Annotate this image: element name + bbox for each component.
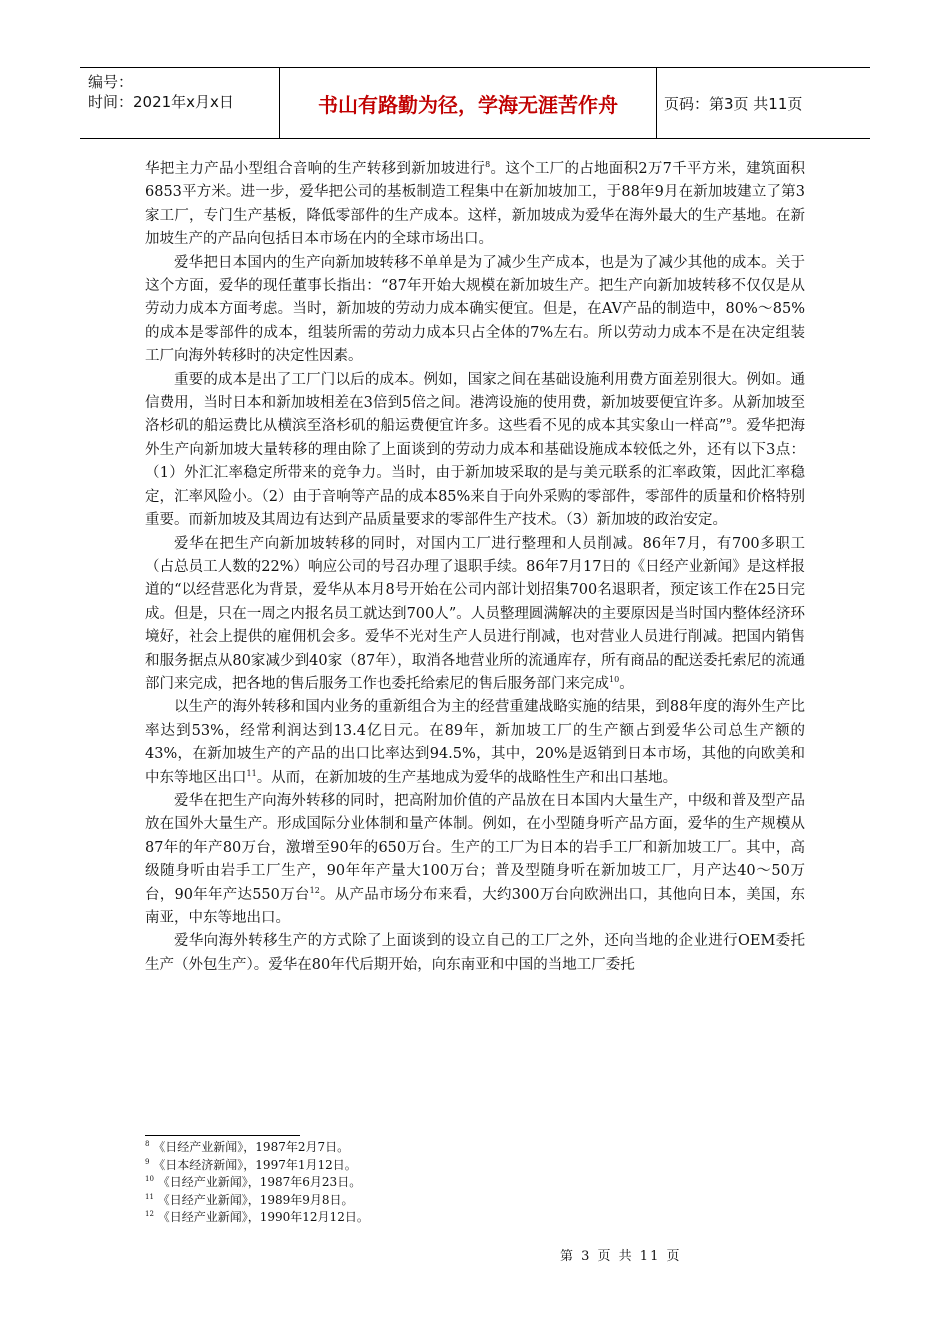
footnote-ref: 11 (246, 768, 257, 778)
header-page-info: 页码：第3页 共11页 (664, 94, 803, 113)
footnote-ref: 10 (609, 675, 620, 685)
footnote-separator (145, 1135, 300, 1136)
paragraph: 爱华把日本国内的生产向新加坡转移不单单是为了减少生产成本，也是为了减少其他的成本。关于这个方面，爱华的现任董事长指出：“87年开始大规模在新加坡生产。把生产向新加坡转移不仅仅是从劳动力成本方面考虑。当时，新加坡的劳动力成本确实便宜。但是，在AV产品的制造中，80%～85%的成本是零部件的成本，组装所需的劳动力成本只占全体的7%左右。所以劳动力成本不是在决定组装工厂向海外转移时的决定性因素。 (145, 254, 805, 365)
footnote: $^9$ 《日本经济新闻》，1997年1月12日。 (145, 1157, 357, 1172)
footnote: $^{12}$ 《日经产业新闻》，1990年12月12日。 (145, 1210, 369, 1225)
footnote: $^{11}$ 《日经产业新闻》，1989年9月8日。 (145, 1192, 354, 1207)
paragraph: 爱华在把生产向海外转移的同时，把高附加价值的产品放在日本国内大量生产，中级和普及型产品放在国外大量生产。形成国际分业体制和量产体制。例如，在小型随身听产品方面，爱华的生产规模从87年的年产80万台，激增至90年的650万台。生产的工厂为日本的岩手工厂和新加坡工厂。其中，高级随身听由岩手工厂生产，90年年产量大100万台；普及型随身听在新加坡工厂，月产达40～50万台，90年年产达550万台$^{12}$。从产品市场分布来看，大约300万台向欧洲出口，其他向日本，美国，东南亚，中东等地出口。 (145, 792, 805, 926)
footnote: $^8$ 《日经产业新闻》，1987年2月7日。 (145, 1140, 350, 1154)
footnote-ref: 9 (726, 417, 732, 427)
paragraph: 华把主力产品小型组合音响的生产转移到新加坡进行$^8$。这个工厂的占地面积2万7千平方米，建筑面积6853平方米。进一步，爱华把公司的基板制造工程集中在新加坡加工，于88年9月在新加坡建立了第3家工厂，专门生产基板，降低零部件的生产成本。这样，新加坡成为爱华在海外最大的生产基地。在新加坡生产的产品向包括日本市场在内的全球市场出口。 (145, 160, 806, 248)
paragraph: 重要的成本是出了工厂门以后的成本。例如，国家之间在基础设施利用费方面差别很大。例如。通信费用，当时日本和新加坡相差在3倍到5倍之间。港湾设施的使用费，新加坡要便宜许多。从新加坡至洛杉矶的船运费比从横滨至洛杉矶的船运费便宜许多。这些看不见的成本其实象山一样高”$^9$。爱华把海外生产向新加坡大量转移的理由除了上面谈到的劳动力成本和基础设施成本较低之外，还有以下3点：（1）外汇汇率稳定所带来的竞争力。当时，由于新加坡采取的是与美元联系的汇率政策，因此汇率稳定，汇率风险小。（2）由于音响等产品的成本85%来自于向外采购的零部件，零部件的质量和价格特别重要。而新加坡及其周边有达到产品质量要求的零部件生产技术。（3）新加坡的政治安定。 (145, 371, 805, 529)
footnote: $^{10}$ 《日经产业新闻》，1987年6月23日。 (145, 1175, 362, 1190)
paragraph: 爱华向海外转移生产的方式除了上面谈到的设立自己的工厂之外，还向当地的企业进行OEM委托生产（外包生产）。爱华在80年代后期开始，向东南亚和中国的当地工厂委托 (145, 933, 805, 973)
page-header (80, 67, 870, 139)
document-body (145, 158, 805, 977)
footnotes (145, 1139, 805, 1227)
document-date-label: 时间：2021年x月x日 (88, 93, 234, 111)
document-number-label: 编号： (88, 73, 134, 91)
paragraph: 爱华在把生产向新加坡转移的同时，对国内工厂进行整理和人员削减。86年7月，有700多职工（占总员工人数的22%）响应公司的号召办理了退职手续。86年7月17日的《日经产业新闻》是这样报道的“以经营恶化为背景，爱华从本月8号开始在公司内部计划招集700名退职者，预定该工作在25日完成。但是，只在一周之内报名员工就达到700人”。人员整理圆满解决的主要原因是当时国内整体经济环境好，社会上提供的雇佣机会多。爱华不光对生产人员进行削减，也对营业人员进行削减。把国内销售和服务据点从80家减少到40家（87年），取消各地营业所的流通库存，所有商品的配送委托索尼的流通部门来完成，把各地的售后服务工作也委托给索尼的售后服务部门来完成$^{10}$。 (145, 535, 805, 692)
header-motto: 书山有路勤为径，学海无涯苦作舟 (279, 68, 657, 138)
paragraph: 以生产的海外转移和国内业务的重新组合为主的经营重建战略实施的结果，到88年度的海外生产比率达到53%，经常利润达到13.4亿日元。在89年，新加坡工厂的生产额占到爱华公司总生产额的43%，在新加坡生产的产品的出口比率达到94.5%，其中，20%是返销到日本市场，其他的向欧美和中东等地区出口$^{11}$。从而，在新加坡的生产基地成为爱华的战略性生产和出口基地。 (145, 699, 805, 786)
footnote-ref: 8 (485, 160, 491, 170)
header-meta (88, 72, 278, 112)
page-footer: 第 3 页 共 11 页 (560, 1249, 682, 1264)
footnote-ref: 12 (309, 885, 320, 895)
